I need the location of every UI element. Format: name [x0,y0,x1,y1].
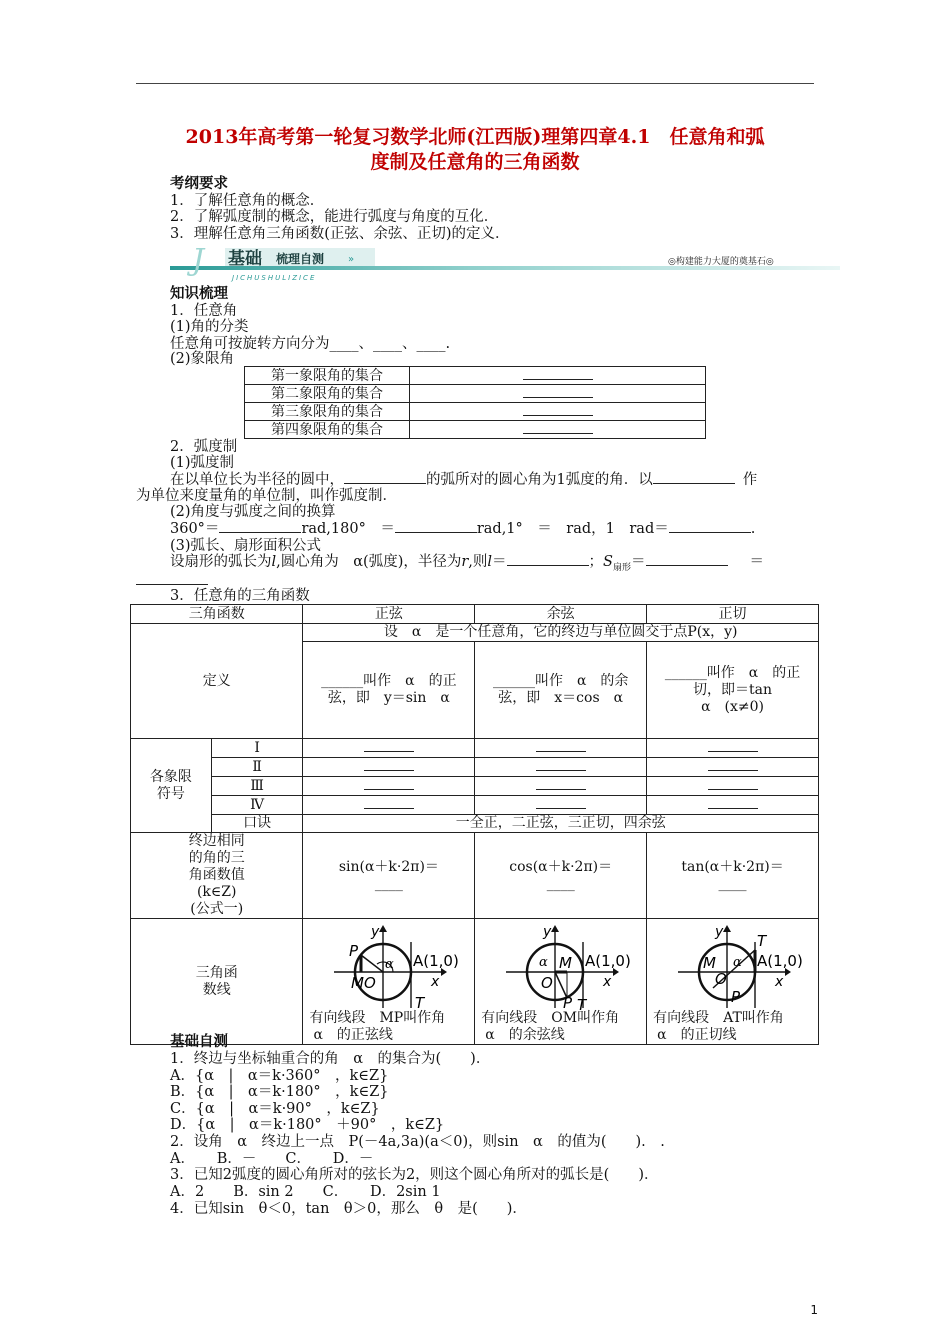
svg-text:P: P [562,994,572,1012]
question-2: 2．设角 α 终边上一点 P(－4a,3a)(a＜0)，则sin α 的值为( ). . [170,1134,665,1150]
formula-one-label: 终边相同 的角的三 角函数值 (k∈Z) (公式一) [131,833,303,919]
tangent-line-cell: y x A(1,0) T M O α P 有向线段 AT叫作角 α 的正切线 [647,919,819,1045]
section-2c: (3)弧长、扇形面积公式 [170,538,322,554]
svg-text:T: T [576,996,586,1014]
svg-text:A(1,0): A(1,0) [412,952,459,970]
svg-text:»: » [348,254,355,265]
cosine-line-diagram [501,922,631,1014]
quadrant-label: 第三象限角的集合 [245,403,410,421]
definition-label: 定义 [131,624,303,739]
page-title-line-1: 2013年高考第一轮复习数学北师(江西版)理第四章4.1 任意角和弧 [185,126,765,148]
svg-text:A(1,0): A(1,0) [584,952,631,970]
question-2-options: A． B．－ C． D．－ [170,1151,374,1167]
requirement-item: 1．了解任意角的概念． [170,193,325,209]
requirement-item: 2．了解弧度制的概念，能进行弧度与角度的互化． [170,209,499,225]
section-1: 1．任意角 [170,303,238,319]
sine-line-diagram [329,922,459,1012]
svg-text:T: T [756,932,766,950]
sine-line-caption: 有向线段 MP叫作角 [309,1010,446,1026]
question-1: 1．终边与坐标轴重合的角 α 的集合为( )． [170,1051,491,1067]
knowledge-heading: 知识梳理 [170,286,228,302]
quadrant-label: 第二象限角的集合 [245,385,410,403]
conversion-line: 360°＝ rad,180° ＝ rad,1° ＝ rad，1 rad＝ . [170,521,756,537]
banner-pinyin: JICHUSHULIZICE [232,274,317,282]
arc-formula-line: 设扇形的弧长为l,圆心角为 α(弧度)，半径为r,则l＝ ；$S_{扇形}=$ ＝ [170,554,764,573]
section-2a: (1)弧度制 [170,455,235,471]
section-1a-text: 任意角可按旋转方向分为____、____、____. [170,336,451,352]
header-sine: 正弦 [303,605,475,624]
header-rule [136,83,814,84]
svg-text:P: P [730,988,740,1006]
question-3: 3．已知2弧度的圆心角所对的弦长为2，则这个圆心角所对的弧长是( )． [170,1167,659,1183]
definition-tangent: ______叫作 α 的正 切，即＝tan α (x≠0) [647,642,819,739]
svg-text:α: α [732,955,742,970]
svg-text:x: x [602,974,611,990]
svg-text:MO: MO [350,974,376,992]
banner-subtitle: 梳理自测 [276,252,325,266]
quadrant-row-label: Ⅱ [211,758,303,777]
svg-text:M: M [702,954,716,972]
question-3-options: A．2 B．sin 2 C． D．2sin 1 [170,1184,441,1200]
cosine-line-caption: 有向线段 OM叫作角 [481,1010,620,1026]
radian-definition-line-2: 为单位来度量角的单位制，叫作弧度制． [136,488,397,504]
quadrant-table [244,366,706,439]
question-1-option: C．{α | α＝k·90° ，k∈Z} [170,1101,380,1117]
mnemonic-label: 口诀 [211,815,303,833]
svg-text:O: O [714,970,727,988]
banner-motto: ◎构建能力大厦的奠基石◎ [668,257,774,267]
formula-cosine: cos(α＋k·2π)＝ ____ [475,833,647,919]
quadrant-label: 第一象限角的集合 [245,367,410,385]
cosine-line-cell: y x A(1,0) α M O P T 有向线段 OM叫作角 α 的余弦线 [475,919,647,1045]
banner-title: 基础 [228,249,262,269]
quadrant-label: 第四象限角的集合 [245,421,410,439]
page-title-line-2: 度制及任意角的三角函数 [370,151,580,173]
section-2: 2．弧度制 [170,439,238,455]
requirement-item: 3．理解任意角三角函数(正弦、余弦、正切)的定义． [170,226,510,242]
formula-sine: sin(α＋k·2π)＝ ____ [303,833,475,919]
mnemonic-text: 一全正，二正弦，三正切，四余弦 [303,815,819,833]
section-banner [170,240,840,282]
header-tangent: 正切 [647,605,819,624]
sine-line-cell: y x A(1,0) P MO α T 有向线段 MP叫作角 α 的正弦线 [303,919,475,1045]
radian-definition-line-1: 在以单位长为半径的圆中， 的弧所对的圆心角为1弧度的角．以 作 [170,472,758,488]
question-4: 4．已知sin θ＜0，tan θ＞0，那么 θ 是( )． [170,1201,527,1217]
svg-text:x: x [430,974,440,990]
page-number: 1 [810,1303,818,1317]
svg-text:P: P [348,942,358,960]
trig-function-table [130,604,819,1045]
section-1b: (2)象限角 [170,351,235,367]
definition-cosine: ______叫作 α 的余 弦，即 x＝cos α [475,642,647,739]
tangent-line-diagram [673,922,803,1010]
svg-text:y: y [714,924,723,940]
svg-text:O: O [540,974,553,992]
formula-tangent: tan(α＋k·2π)＝ ____ [647,833,819,919]
svg-text:α: α [538,955,548,970]
quadrant-row-label: Ⅲ [211,777,303,796]
svg-text:x: x [774,974,783,990]
svg-text:T: T [414,994,425,1012]
definition-common: 设 α 是一个任意角，它的终边与单位圆交于点P(x，y) [303,624,819,642]
svg-text:α: α [384,957,394,972]
header-cosine: 余弦 [475,605,647,624]
question-1-option: A．{α | α＝k·360° ，k∈Z} [170,1068,389,1084]
header-trig-function: 三角函数 [131,605,303,624]
svg-text:y: y [542,924,551,940]
requirements-heading: 考纲要求 [170,176,228,192]
question-1-option: D．{α | α＝k·180° ＋90° ，k∈Z} [170,1117,445,1133]
svg-text:y: y [370,924,380,940]
definition-sine: ______叫作 α 的正 弦，即 y＝sin α [303,642,475,739]
banner-graphic [170,240,840,282]
self-test-heading: 基础自测 [170,1034,228,1050]
svg-text:M: M [558,954,572,972]
svg-text:A(1,0): A(1,0) [756,952,803,970]
quadrant-row-label: Ⅳ [211,796,303,815]
trig-line-label: 三角函 数线 [131,919,303,1045]
banner-letter: J [192,243,205,278]
question-1-option: B．{α | α＝k·180° ，k∈Z} [170,1084,389,1100]
quadrant-row-label: Ⅰ [211,739,303,758]
section-1a: (1)角的分类 [170,319,249,335]
quadrant-sign-label: 各象限 符号 [131,739,212,833]
tangent-line-caption: 有向线段 AT叫作角 [653,1010,784,1026]
section-2b: (2)角度与弧度之间的换算 [170,504,336,520]
section-3: 3．任意角的三角函数 [170,588,310,604]
